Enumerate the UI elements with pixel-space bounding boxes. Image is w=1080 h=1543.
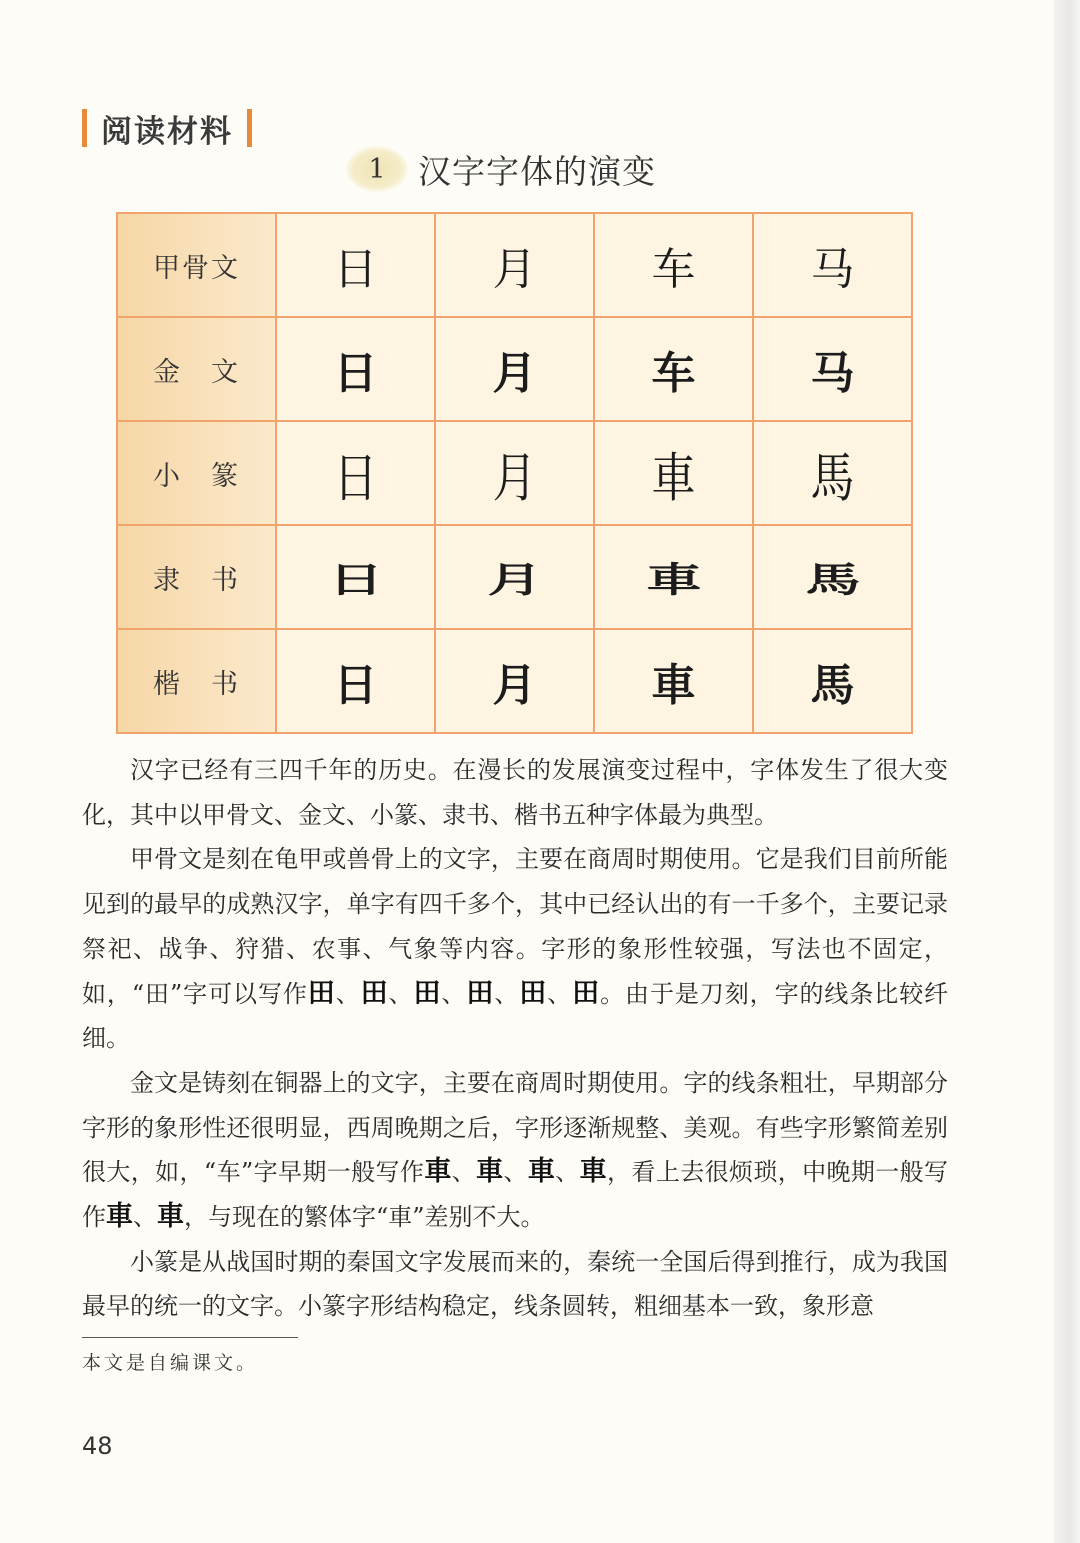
row-label: 金 文 bbox=[117, 317, 276, 421]
glyph-horse: 马 bbox=[810, 348, 855, 399]
tian-variant-glyph: 田 bbox=[307, 977, 336, 1009]
paragraph-text: ，看上去很烦琐，中晚期一般写作 bbox=[82, 1158, 949, 1232]
glyph-cell bbox=[753, 317, 912, 421]
footnote: 本文是自编课文。 bbox=[82, 1352, 259, 1374]
row-label: 楷 书 bbox=[117, 629, 276, 733]
che-early-glyph: 車 bbox=[476, 1156, 504, 1188]
article-number-badge: 1 bbox=[346, 146, 408, 192]
paragraph-text: ，与现在的繁体字“車”差别不大。 bbox=[184, 1203, 545, 1232]
tian-variant-glyph: 田 bbox=[413, 977, 442, 1009]
glyph-moon: 月 bbox=[492, 348, 537, 399]
row-label: 隶 书 bbox=[117, 525, 276, 629]
header-bar-right bbox=[247, 109, 252, 147]
glyph-cell bbox=[435, 421, 594, 525]
glyph-horse: 马 bbox=[810, 244, 855, 295]
table-row-jinwen bbox=[117, 317, 912, 421]
glyph-cell bbox=[594, 317, 753, 421]
row-label: 甲骨文 bbox=[117, 213, 276, 317]
glyph-horse: 馬 bbox=[810, 447, 855, 509]
glyph-cart: 車 bbox=[646, 560, 701, 601]
glyph-cell bbox=[594, 213, 753, 317]
glyph-cell bbox=[594, 525, 753, 629]
che-early-glyph: 車 bbox=[527, 1156, 556, 1188]
article-title bbox=[346, 142, 656, 196]
glyph-cell bbox=[753, 525, 912, 629]
paragraph-text: 。由于是刀刻，字的线条比较纤细。 bbox=[82, 979, 949, 1053]
glyph-moon: 月 bbox=[492, 447, 537, 509]
glyph-cell bbox=[276, 317, 435, 421]
table-row-jiaguwen bbox=[117, 213, 912, 317]
glyph-cell bbox=[435, 629, 594, 733]
che-early-glyph: 車 bbox=[579, 1156, 608, 1188]
page-edge bbox=[1054, 0, 1080, 1543]
paragraph-jiaguwen: 甲骨文是刻在龟甲或兽骨上的文字，主要在商周时期使用。它是我们目前所能见到的最早的成熟汉字，单字有四千多个，其中已经认出的有一千多个，主要记录祭祀、战争、狩猎、农事、气象等内容。字形的象形性较强，写法也不固定，如，“田”字可以写作田、田、田、田、田、田。由于是刀刻，字的线条比较纤细。 bbox=[82, 845, 949, 1053]
glyph-cell bbox=[753, 629, 912, 733]
glyph-horse: 馬 bbox=[810, 660, 855, 711]
glyph-sun: 日 bbox=[333, 447, 378, 509]
paragraph-text: 甲骨文是刻在龟甲或兽骨上的文字，主要在商周时期使用。它是我们目前所能见到的最早的成熟汉字，单字有四千多个，其中已经认出的有一千多个，主要记录祭祀、战争、狩猎、农事、气象等内容。字形的象形性较强，写法也不固定，如，“田”字可以写作 bbox=[82, 845, 948, 1008]
page-number: 48 bbox=[82, 1432, 113, 1460]
paragraph-jinwen: 金文是铸刻在铜器上的文字，主要在商周时期使用。字的线条粗壮，早期部分字形的象形性还很明显，西周晚期之后，字形逐渐规整、美观。有些字形繁简差别很大，如，“车”字早期一般写作車、車、車、車，看上去很烦琐，中晚期一般写作車、車，与现在的繁体字“車”差别不大。 bbox=[82, 1068, 949, 1233]
che-early-glyph: 車 bbox=[424, 1156, 452, 1188]
glyph-cell bbox=[753, 421, 912, 525]
script-evolution-table bbox=[116, 212, 913, 734]
glyph-cart: 车 bbox=[651, 348, 696, 399]
glyph-cell bbox=[276, 213, 435, 317]
table-row-xiaozhuan bbox=[117, 421, 912, 525]
tian-variant-glyph: 田 bbox=[466, 977, 495, 1009]
glyph-cart: 車 bbox=[651, 447, 696, 509]
glyph-cell bbox=[276, 421, 435, 525]
glyph-sun: 日 bbox=[333, 660, 378, 711]
glyph-cell bbox=[276, 525, 435, 629]
glyph-cell bbox=[435, 317, 594, 421]
paragraph-intro: 汉字已经有三四千年的历史。在漫长的发展演变过程中，字体发生了很大变化，其中以甲骨文、金文、小篆、隶书、楷书五种字体最为典型。 bbox=[82, 756, 948, 829]
tian-variant-glyph: 田 bbox=[360, 977, 389, 1009]
table-row-kaishu bbox=[117, 629, 912, 733]
row-label: 小 篆 bbox=[117, 421, 276, 525]
glyph-horse: 馬 bbox=[805, 560, 860, 601]
glyph-cell bbox=[276, 629, 435, 733]
glyph-cell bbox=[435, 213, 594, 317]
glyph-cart: 车 bbox=[651, 244, 696, 295]
tian-variant-glyph: 田 bbox=[572, 977, 601, 1009]
header-bar-left bbox=[82, 109, 87, 147]
che-late-glyph: 車 bbox=[106, 1201, 133, 1233]
article-body bbox=[82, 748, 948, 1329]
glyph-moon: 月 bbox=[492, 660, 537, 711]
paragraph-xiaozhuan: 小篆是从战国时期的秦国文字发展而来的，秦统一全国后得到推行，成为我国最早的统一的文字。小篆字形结构稳定，线条圆转，粗细基本一致，象形意 bbox=[82, 1247, 948, 1321]
glyph-cell bbox=[435, 525, 594, 629]
glyph-moon: 月 bbox=[492, 244, 537, 295]
glyph-sun: 日 bbox=[333, 348, 378, 399]
paragraph-text: 金文是铸刻在铜器上的文字，主要在商周时期使用。字的线条粗壮，早期部分字形的象形性还很明显，西周晚期之后，字形逐渐规整、美观。有些字形繁简差别很大，如，“车”字早期一般写作 bbox=[82, 1068, 948, 1187]
glyph-sun: 日 bbox=[333, 244, 378, 295]
glyph-cell bbox=[594, 629, 753, 733]
che-late-glyph: 車 bbox=[157, 1201, 184, 1233]
glyph-cell bbox=[753, 213, 912, 317]
section-header bbox=[82, 106, 252, 150]
glyph-moon: 月 bbox=[487, 560, 542, 601]
table-row-lishu bbox=[117, 525, 912, 629]
article-title-text: 汉字字体的演变 bbox=[418, 151, 656, 191]
glyph-sun: 日 bbox=[328, 560, 383, 601]
footnote-rule bbox=[82, 1337, 298, 1338]
glyph-cell bbox=[594, 421, 753, 525]
tian-variant-glyph: 田 bbox=[519, 977, 548, 1009]
glyph-cart: 車 bbox=[651, 660, 696, 711]
section-title: 阅读材料 bbox=[101, 113, 233, 150]
